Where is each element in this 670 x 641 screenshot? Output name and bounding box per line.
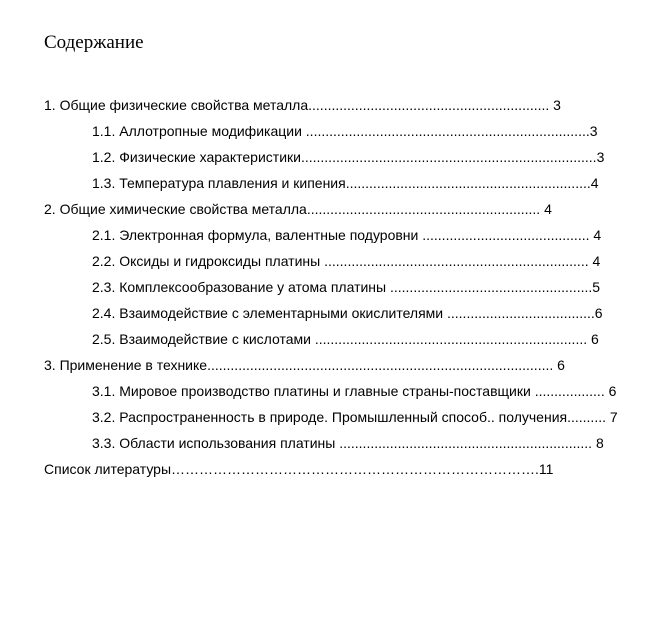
page-title: Содержание [44,32,144,53]
toc-entry-2-4: 2.4. Взаимодействие с элементарными окислителями ......................................6 [92,305,603,321]
toc-entry-1-1: 1.1. Аллотропные модификации .........................................................................3 [92,123,598,139]
toc-entry-3-2: 3.2. Распространенность в природе. Промышленный способ.. получения.......... 7 [92,409,618,425]
toc-entry-3-3: 3.3. Области использования платины ................................................................. 8 [92,435,604,451]
toc-entry-2-3: 2.3. Комплексообразование у атома платины ....................................................5 [92,279,601,295]
toc-entry-3: 3. Применение в технике......................................................................................... 6 [44,357,565,373]
toc-entry-2-5: 2.5. Взаимодействие с кислотами ...................................................................... 6 [92,331,599,347]
toc-entry-2: 2. Общие химические свойства металла............................................................ 4 [44,201,552,217]
toc-entry-1: 1. Общие физические свойства металла.............................................................. 3 [44,97,561,113]
toc-entry-2-1: 2.1. Электронная формула, валентные подуровни ........................................... 4 [92,227,602,243]
toc-entry-1-3: 1.3. Температура плавления и кипения...............................................................4 [92,175,599,191]
toc-entry-2-2: 2.2. Оксиды и гидроксиды платины .................................................................... 4 [92,253,601,269]
toc-entry-3-1: 3.1. Мировое производство платины и главные страны-поставщики .................. 6 [92,383,617,399]
toc-entry-references: Список литературы…………………………………………………………………….11 [44,461,554,477]
toc-entry-1-2: 1.2. Физические характеристики............................................................................3 [92,149,605,165]
